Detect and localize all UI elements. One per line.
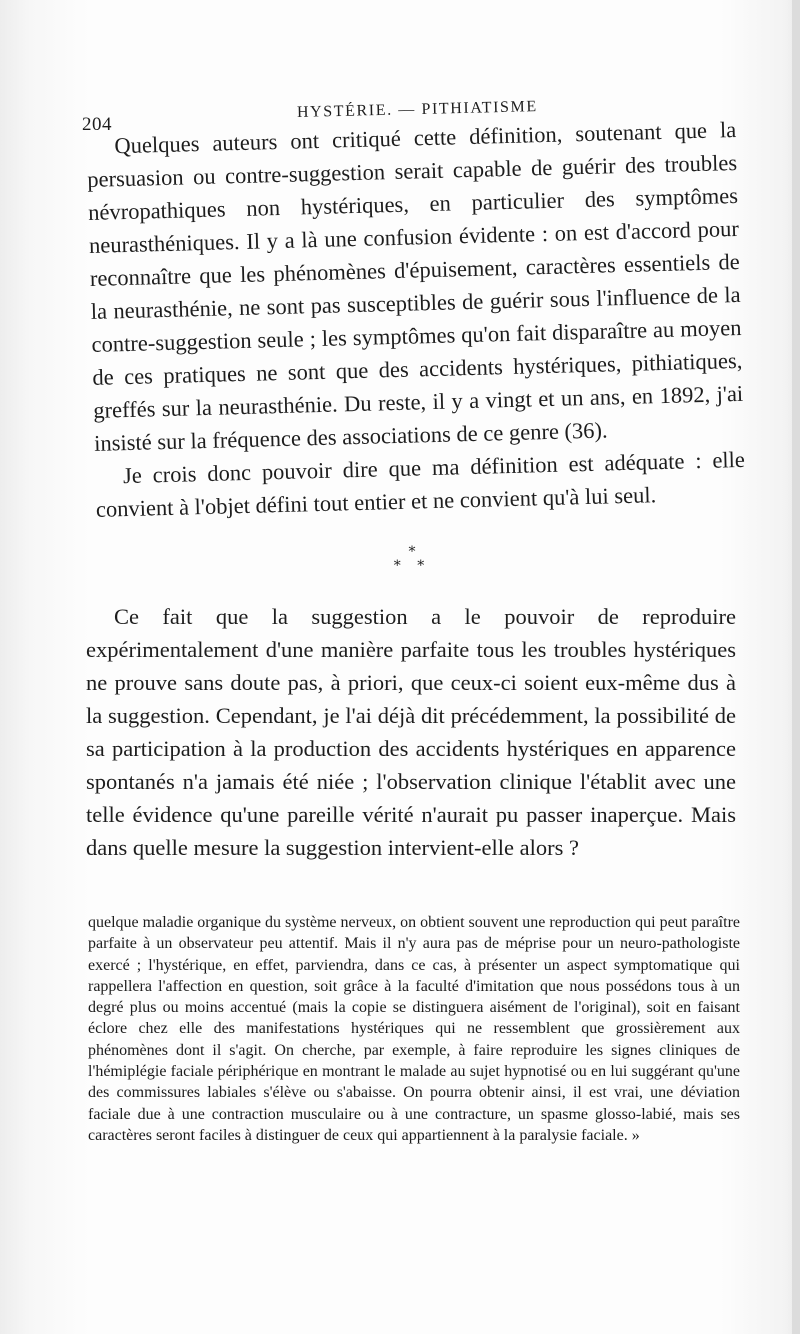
section-separator-asterism: [392, 545, 432, 573]
paragraph-suggestion-role: Ce fait que la suggestion a le pouvoir de reproduire expérimentalement d'une manière parfaite tous les troubles hystériques ne prouve sans doute pas, à priori, que ceux-ci soient eux-même dus à la suggestion. Cependant, je l'ai déjà dit précédemment, la possibilité de sa participation à la production des accidents hystériques en apparence spontanés n'a jamais été niée ; l'observation clinique l'établit avec une telle évidence qu'une pareille vérité n'aurait pu passer inaperçue. Mais dans quelle mesure la suggestion intervient-elle alors ?: [86, 604, 736, 860]
page-number: 204: [82, 114, 112, 135]
asterism-bottom: * *: [393, 558, 431, 574]
footnote: quelque maladie organique du système nerveux, on obtient souvent une reproduction qui peut paraître parfaite à un observateur peu attentif. Mais il n'y aura pas de méprise pour un neuro-pathologiste exercé ; l'hystérique, en effet, parviendra, dans ce cas, à présenter un aspect symptomatique qui rappellera l'affection en question, soit grâce à la faculté d'imitation que nous possédons tous à un degré plus ou moins accentué (mais la copie se distinguera aisément de l'original), soit en faisant éclore chez elle des manifestations hystériques qui ne ressemblent que grossièrement aux phénomènes dont il s'agit. On cherche, par exemple, à faire reproduire les signes cliniques de l'hémiplégie faciale périphérique en montrant le malade au sujet hypnotisé ou en lui suggérant qu'une des commissures labiales s'élève ou s'abaisse. On pourra obtenir ainsi, il est vrai, une déviation faciale due à une contraction musculaire ou à une contracture, un spasme glosso-labié, mais ses caractères seront faciles à distinguer de ceux qui appartiennent à la paralysie faciale. »: [88, 914, 740, 1144]
running-head: HYSTÉRIE. — PITHIATISME: [296, 98, 538, 121]
paragraph-definition-conclusion: Je crois donc pouvoir dire que ma définition est adéquate : elle convient à l'objet défini tout entier et ne convient qu'à lui seul.: [95, 446, 746, 522]
paragraph-definition-critique: Quelques auteurs ont critiqué cette définition, soutenant que la persuasion ou contre-suggestion serait capable de guérir des troubles névropathiques non hystériques, en particulier des symptômes neurasthéniques. Il y a là une confusion évidente : on est d'accord pour reconnaître que les phénomènes d'épuisement, caractères essentiels de la neurasthénie, ne sont pas susceptibles de guérir sous l'influence de la contre-suggestion seule ; les symptômes qu'on fait disparaître au moyen de ces pratiques ne sont que des accidents hystériques, pithiatiques, greffés sur la neurasthénie. Du reste, il y a vingt et un ans, en 1892, j'ai insisté sur la fréquence des associations de ce genre (36).: [86, 116, 744, 456]
asterism-top: *: [408, 544, 416, 560]
page-edge-shadow: [792, 0, 800, 1334]
main-text-section-1: [86, 113, 746, 526]
main-text-section-2: [86, 600, 736, 864]
